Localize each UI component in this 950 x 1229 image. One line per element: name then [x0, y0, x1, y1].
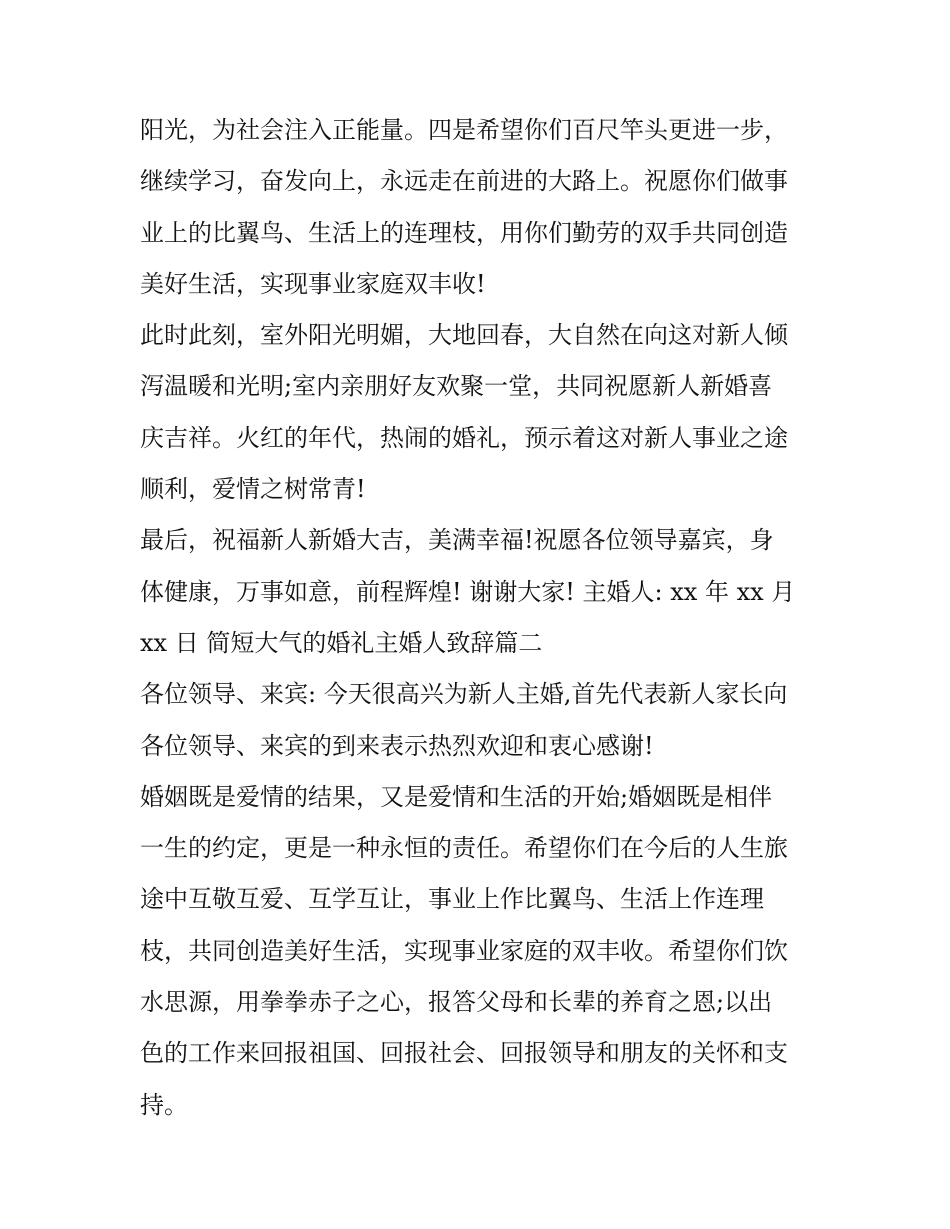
text-line: 继续学习，奋发向上，永远走在前进的大路上。祝愿你们做事 [140, 167, 788, 196]
text-line: 业上的比翼鸟、生活上的连理枝，用你们勤劳的双手共同创造 [140, 218, 788, 247]
text-line: 途中互敬互爱、互学互让，事业上作比翼鸟、生活上作连理 [140, 885, 764, 914]
text-line: 枝，共同创造美好生活，实现事业家庭的双丰收。希望你们饮 [140, 936, 788, 965]
text-line: 一生的约定，更是一种永恒的责任。希望你们在今后的人生旅 [140, 834, 788, 863]
text-line: 顺利，爱情之树常青! [140, 475, 366, 504]
text-line: 最后，祝福新人新婚大吉，美满幸福!祝愿各位领导嘉宾，身 [140, 526, 774, 555]
text-line: 水思源，用拳拳赤子之心，报答父母和长辈的养育之恩;以出 [140, 988, 773, 1017]
text-line: 各位领导、来宾的到来表示热烈欢迎和衷心感谢! [140, 731, 654, 760]
text-line: 体健康，万事如意，前程辉煌! 谢谢大家! 主婚人: xx 年 xx 月 [140, 577, 796, 606]
document-body [140, 105, 820, 1131]
text-line: 阳光，为社会注入正能量。四是希望你们百尺竿头更进一步， [140, 116, 788, 144]
text-line: 婚姻既是爱情的结果，又是爱情和生活的开始;婚姻既是相伴 [140, 782, 773, 811]
text-line: 此时此刻，室外阳光明媚，大地回春，大自然在向这对新人倾 [140, 321, 788, 350]
text-line: 美好生活，实现事业家庭双丰收! [140, 269, 486, 298]
section-heading-line: xx 日 简短大气的婚礼主婚人致辞篇二 [140, 628, 543, 657]
text-line: 庆吉祥。火红的年代，热闹的婚礼，预示着这对新人事业之途 [140, 423, 788, 452]
text-line: 泻温暖和光明;室内亲朋好友欢聚一堂，共同祝愿新人新婚喜 [140, 372, 773, 401]
text-line: 色的工作来回报祖国、回报社会、回报领导和朋友的关怀和支 [140, 1039, 788, 1068]
text-line: 持。 [140, 1090, 188, 1119]
text-line: 各位领导、来宾: 今天很高兴为新人主婚,首先代表新人家长向 [140, 680, 788, 709]
